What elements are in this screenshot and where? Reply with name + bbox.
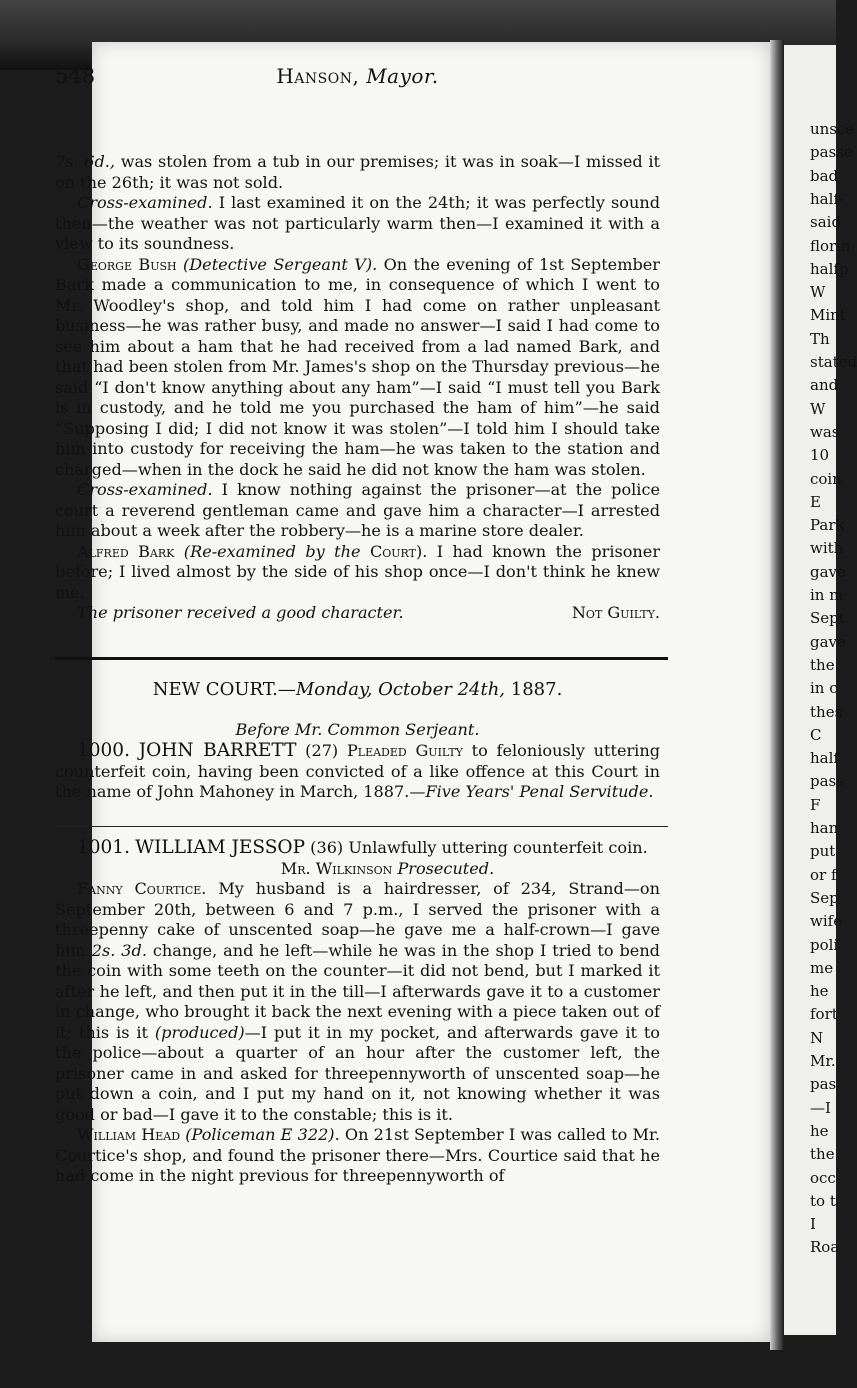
- facing-page-fragment: —I: [810, 1098, 831, 1117]
- facing-page-fragment: thes: [810, 702, 843, 721]
- facing-page-fragment: in c: [810, 679, 838, 698]
- facing-page-fragment: I: [810, 1215, 816, 1234]
- facing-page-fragment: was: [810, 422, 840, 441]
- facing-page-fragment: me: [810, 958, 834, 977]
- facing-page-fragment: W: [810, 399, 826, 418]
- facing-page-fragment: Mr.: [810, 1052, 836, 1070]
- facing-page-fragment: 10: [810, 446, 830, 465]
- facing-page-fragment: gave: [810, 632, 846, 651]
- facing-page-fragment: half: [810, 749, 839, 768]
- facing-page-fragment: the: [810, 1145, 835, 1164]
- facing-page-fragment: he: [810, 982, 829, 1001]
- paragraph-6: Fanny Courtice. My husband is a hairdresser, of 234, Strand—on September 20th, between 6 and 7 p.m., I served the prisoner with a threepenny cake of unscented soap—he gave me a half-crown—I gave him 2s. 3d. change, and he left—while he was in the shop I tried to bend the coin with some teeth on the counter—it did not bend, but I marked it after he left, and then put it in the till—I afterwards gave it to a customer in change, who brought it back the next evening with a piece taken out of it; this is it (produced)—I put it in my pocket, and afterwards gave it to the police—about a quarter of an hour after the customer left, the prisoner came in and asked for threepennyworth of unscented soap—he put down a coin, and I put my hand on it, not knowing whether it was good or bad—I gave it to the constable; this is it.: [55, 879, 660, 1124]
- page-number: 548: [55, 64, 96, 88]
- paragraph-5: Alfred Bark (Re-examined by the Court). I had known the prisoner before; I lived almost by the side of his shop once—I don't think he knew me.: [55, 541, 661, 602]
- facing-page-fragment: in m: [810, 586, 844, 604]
- case-rule: [55, 826, 668, 827]
- court-heading: NEW COURT.—Monday, October 24th, 1887.: [152, 679, 563, 700]
- facing-page-fragment: to t: [810, 1191, 836, 1210]
- case-1001: 1001. WILLIAM JESSOP (36) Unlawfully uttering counterfeit coin. Mr. Wilkinson Prosecuted. Fanny Courtice. My husband is a hairdresser, of 234, Strand—on September 20th, between 6 and 7 p.m., I served the prisoner with a threepenny cake of unscented soap—he gave me a half-crown—I gave him 2s. 3d. change, and he left—while he was in the shop I tried to bend the coin with some teeth on the counter—it did not bend, but I marked it after he left, and then put it in the till—I afterwards gave it to a customer in change, who brought it back the next evening with a piece taken out of it; this is it (produced)—I put it in my pocket, and afterwards gave it to the police—about a quarter of an hour after the customer left, the prisoner came in and asked for threepennyworth of unscented soap—he put down a coin, and I put my hand on it, not knowing whether it was good or bad—I gave it to the constable; this is it. William Head (Policeman E 322). On 21st September I was called to Mr. Courtice's shop, and found the prisoner there—Mrs. Courtice said that he had come in the night previous for threepennyworth of: [55, 837, 660, 1185]
- facing-page-fragment: coin: [810, 469, 842, 488]
- facing-page-fragment: the: [810, 655, 835, 674]
- paragraph-3: George Bush (Detective Sergeant V). On the evening of 1st September Bark made a communication to me, in consequence of which I went to Mr. Woodley's shop, and told him I had come on rather unpleasant business—he was rather busy, and made no answer—I said I had come to see him about a ham that he had received from a lad named Bark, and that had been stolen from Mr. James's shop on the Thursday previous—he said “I don't know anything about any ham”—I said “I must tell you Bark is in custody, and he told me you purchased the ham of him”—he said “Supposing I did; I did not know it was stolen”—I told him I should take him into custody for receiving the ham—he was taken to the station and charged—when in the dock he said he did not know the ham was stolen.: [55, 254, 660, 479]
- facing-page-fragment: F: [810, 795, 821, 814]
- facing-page-fragment: occ: [810, 1168, 836, 1187]
- before-judge: Before Mr. Common Serjeant.: [235, 720, 480, 739]
- facing-page-fragment: Sep: [810, 888, 839, 907]
- facing-page-fragment: or f: [810, 865, 837, 884]
- facing-page-fragment: wife: [810, 912, 843, 931]
- block-testimony-1: [55, 152, 660, 624]
- facing-page-fragment: C: [810, 725, 822, 744]
- prosecutor-line: Mr. Wilkinson Prosecuted.: [280, 858, 495, 878]
- case-1000: 1000. JOHN BARRETT (27) Pleaded Guilty to feloniously uttering counterfeit coin, having been convicted of a like offence at this Court in the name of John Mahoney in March, 1887.—Five Years' Penal Servitude.: [55, 740, 660, 801]
- facing-page-fragment: gave: [810, 562, 846, 581]
- facing-page-fragment: han: [810, 819, 839, 837]
- facing-page-fragment: florin: [810, 236, 851, 255]
- facing-page-fragment: Mint: [810, 306, 846, 325]
- facing-page-fragment: Sept: [810, 609, 845, 628]
- paragraph-1: 7s. 6d., was stolen from a tub in our premises; it was in soak—I missed it on the 26th; it was not sold.: [55, 152, 660, 192]
- facing-page-fragment: passe: [810, 143, 853, 162]
- facing-page-fragment: stated: [810, 353, 857, 371]
- facing-page-fragment: W: [810, 283, 826, 302]
- facing-page-fragment: pass: [810, 772, 844, 791]
- running-title: Hanson, Mayor.: [276, 64, 439, 88]
- facing-page-fragment: Roa: [810, 1238, 840, 1257]
- facing-page-fragment: Th: [810, 329, 830, 348]
- facing-page-fragment: halfp: [810, 259, 849, 278]
- facing-page-fragment: said: [810, 213, 842, 232]
- facing-page-fragment: put: [810, 842, 836, 861]
- facing-page-fragment: pas: [810, 1075, 837, 1094]
- page-header: [55, 64, 660, 94]
- facing-page-fragment: fort: [810, 1005, 838, 1024]
- facing-page-fragment: Park: [810, 516, 845, 535]
- paragraph-4: Cross-examined. I know nothing against the prisoner—at the police court a reverend gentleman came and gave him a character—I arrested him about a week after the robbery—he is a marine store dealer.: [55, 480, 660, 540]
- facing-page-fragment: half-: [810, 189, 844, 208]
- facing-page-fragment: and: [810, 376, 839, 395]
- facing-page-fragment: poli: [810, 935, 839, 954]
- section-rule: [55, 657, 668, 660]
- facing-page-fragment: he: [810, 1121, 829, 1140]
- facing-page-fragment: unsce: [810, 120, 855, 138]
- facing-page-fragment: N: [810, 1028, 824, 1047]
- facing-page-fragment: E: [810, 492, 821, 511]
- verdict-line: The prisoner received a good character. Not Guilty.: [77, 603, 660, 622]
- paragraph-2: Cross-examined. I last examined it on the 24th; it was perfectly sound then—the weather was not particularly warm then—I examined it with a view to its soundness.: [55, 193, 660, 253]
- verdict: Not Guilty.: [571, 603, 660, 622]
- book-gutter: [770, 40, 784, 1350]
- facing-page-fragment: with: [810, 539, 844, 558]
- paragraph-7: William Head (Policeman E 322). On 21st September I was called to Mr. Courtice's shop, and found the prisoner there—Mrs. Courtice said that he had come in the night previous for threepennyworth of: [55, 1125, 660, 1185]
- facing-page: [784, 45, 857, 1335]
- facing-page-fragment: bad: [810, 166, 839, 185]
